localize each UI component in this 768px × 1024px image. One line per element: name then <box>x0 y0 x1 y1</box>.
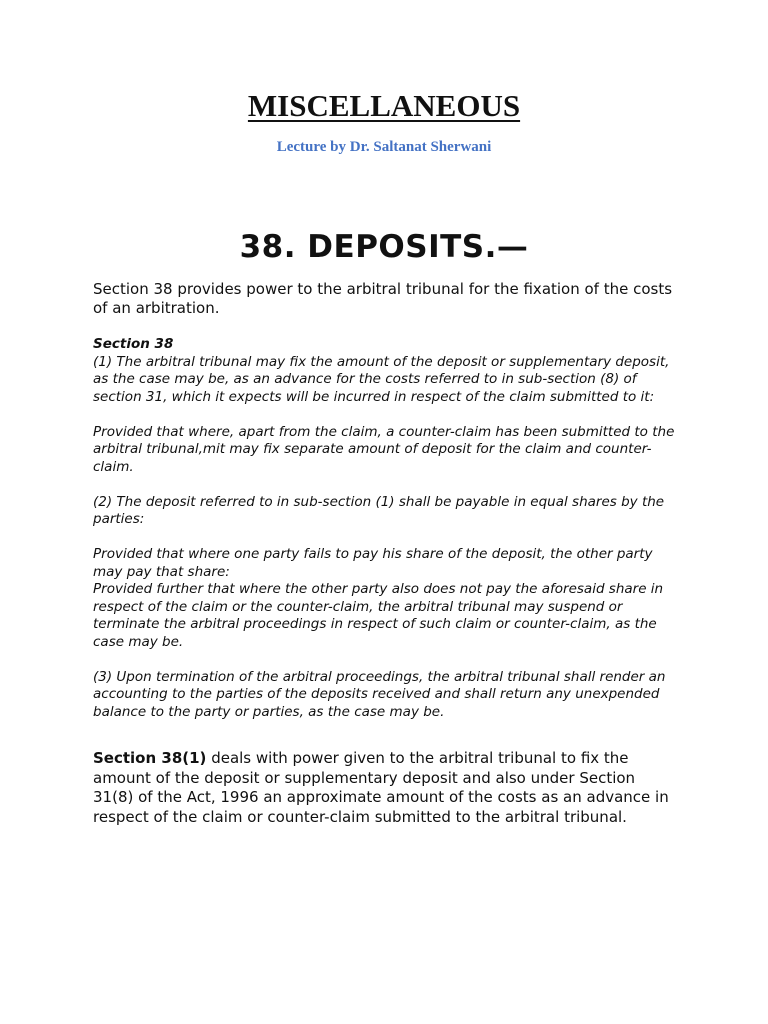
statute-proviso-2a: Provided that where one party fails to pay his share of the deposit, the other party may pay that share: <box>93 546 653 580</box>
statute-proviso-1: Provided that where, apart from the claim, a counter-claim has been submitted to the arbitral tribunal,mit may fix separate amount of deposit for the claim and counter-claim. <box>93 423 675 475</box>
statute-clause-1: (1) The arbitral tribunal may fix the amount of the deposit or supplementary deposit, as the case may be, as an advance for the costs referred to in sub-section (8) of section 31, which it expects will be incurred in respect of the claim submitted to it: <box>93 353 670 405</box>
statute-clause-3: (3) Upon termination of the arbitral proceedings, the arbitral tribunal shall render an accounting to the parties of the deposits received and shall return any unexpended balance to the party or parties, as the case may be. <box>93 668 666 720</box>
analysis-lead: Section 38(1) <box>93 749 207 767</box>
statute-proviso-2b: Provided further that where the other party also does not pay the aforesaid share in respect of the claim or the counter-claim, the arbitral tribunal may suspend or terminate the arbitral proceedings in respect of such claim or counter-claim, as the case may be. <box>93 581 664 650</box>
document-body <box>93 280 678 827</box>
document-title <box>0 88 768 124</box>
statute-quote <box>93 336 678 721</box>
lecture-byline: Lecture by Dr. Saltanat Sherwani <box>276 139 492 155</box>
section-heading: 38. DEPOSITS.— <box>239 229 529 265</box>
analysis-paragraph <box>93 749 678 827</box>
analysis-text: deals with power given to the arbitral tribunal to fix the amount of the deposit or supplementary deposit and also under Section 31(8) of the Act, 1996 an approximate amount of the costs as an advance in respect of the claim or counter-claim submitted to the arbitral tribunal. <box>93 749 669 826</box>
statute-clause-2: (2) The deposit referred to in sub-section (1) shall be payable in equal shares by the parties: <box>93 493 665 527</box>
document-title-text: MISCELLANEOUS <box>247 88 521 123</box>
intro-paragraph: Section 38 provides power to the arbitral tribunal for the fixation of the costs of an arbitration. <box>93 280 673 317</box>
statute-quote-title: Section 38 <box>93 336 174 352</box>
